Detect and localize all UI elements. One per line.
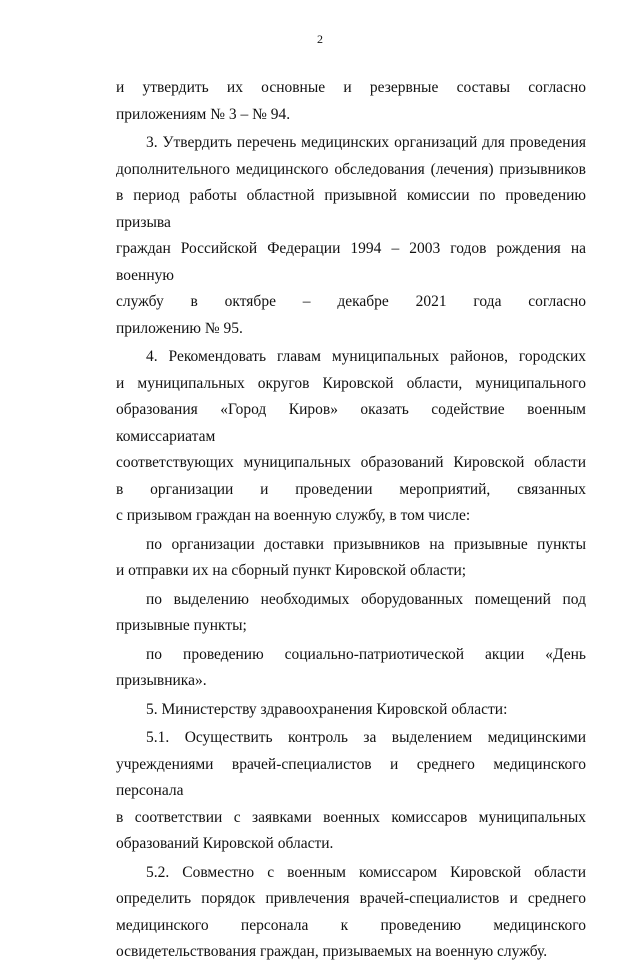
page-number: 2 [317, 32, 323, 46]
text-line: призывника». [116, 672, 207, 689]
text-line: по проведению социально-патриотической акции «День [146, 645, 586, 663]
text-line: в период работы областной призывной комиссии по проведению призыва [116, 187, 586, 231]
text-line: соответствующих муниципальных образований Кировской области [116, 454, 586, 471]
paragraph-item-5 [116, 697, 586, 724]
text-line: приложению № 95. [116, 319, 243, 337]
text-line: 3. Утвердить перечень медицинских организаций для проведения [146, 134, 586, 151]
text-line: образования «Город Киров» оказать содействие военным комиссариатам [116, 401, 586, 445]
paragraph-subitem [116, 587, 586, 640]
text-line: призывные пункты; [116, 617, 247, 634]
paragraph-item-4 [116, 344, 586, 530]
text-line: 4. Рекомендовать главам муниципальных районов, городских [146, 348, 586, 365]
text-line: с призывом граждан на военную службу, в том числе: [116, 507, 471, 524]
paragraph-item-5-1 [116, 725, 586, 858]
text-line: граждан Российской Федерации 1994 – 2003 годов рождения на военную [116, 240, 586, 284]
text-line: образований Кировской области. [116, 835, 334, 852]
paragraph-subitem [116, 532, 586, 585]
text-line: 5.2. Совместно с военным комиссаром Кировской области [146, 863, 586, 881]
paragraph-continuation [116, 75, 586, 128]
text-line: 5.1. Осуществить контроль за выделением медицинскими [146, 729, 586, 746]
text-line: и отправки их на сборный пункт Кировской области; [116, 562, 467, 579]
text-line: по выделению необходимых оборудованных помещений под [146, 590, 586, 608]
text-line: учреждениями врачей-специалистов и среднего медицинского персонала [116, 755, 586, 799]
text-line: службу в октябре – декабре 2021 года согласно [116, 293, 586, 310]
text-line: медицинского персонала к проведению медицинского [116, 916, 586, 934]
text-line: дополнительного медицинского обследования (лечения) призывников [116, 160, 586, 178]
text-line: по организации доставки призывников на призывные пункты [146, 535, 586, 553]
text-line: определить порядок привлечения врачей-специалистов и среднего [116, 890, 586, 907]
document-body [116, 75, 586, 968]
text-line: освидетельствования граждан, призываемых на военную службу. [116, 943, 548, 960]
text-line: в организации и проведении мероприятий, связанных [116, 480, 586, 498]
paragraph-subitem [116, 642, 586, 695]
text-line: приложениям № 3 – № 94. [116, 105, 291, 123]
paragraph-item-3 [116, 130, 586, 342]
text-line: и муниципальных округов Кировской области, муниципального [116, 374, 586, 392]
text-line: в соответствии с заявками военных комиссаров муниципальных [116, 808, 586, 826]
text-line: и утвердить их основные и резервные составы согласно [116, 79, 586, 96]
text-line: 5. Министерству здравоохранения Кировской области: [146, 700, 508, 718]
paragraph-item-5-2 [116, 860, 586, 966]
